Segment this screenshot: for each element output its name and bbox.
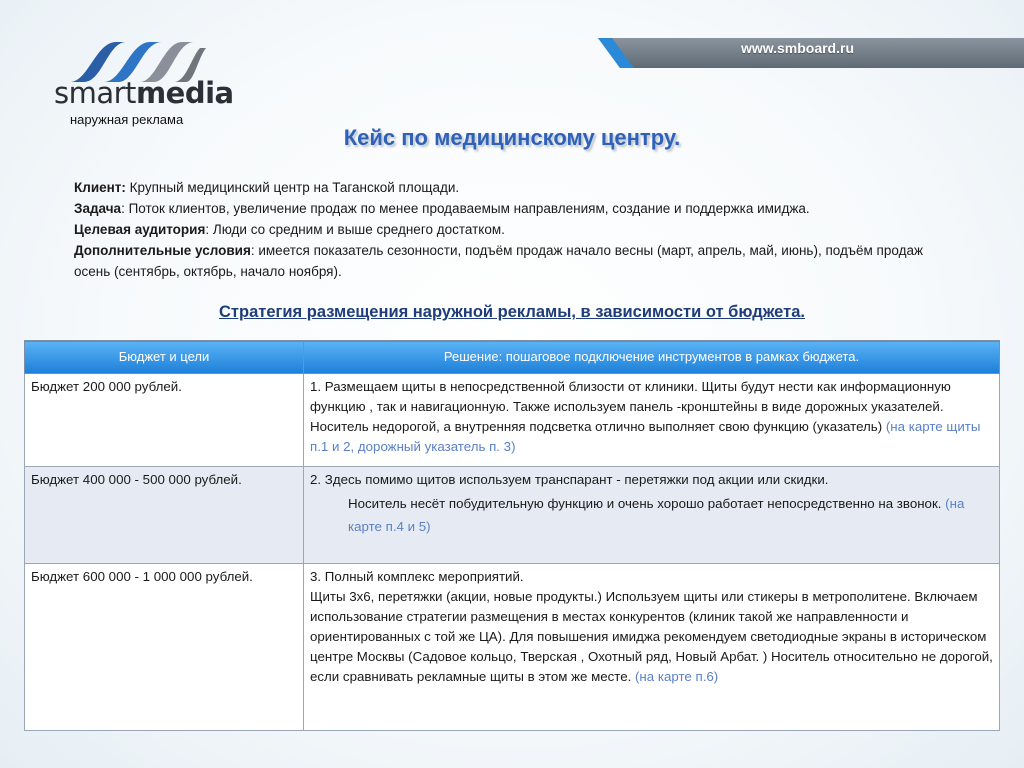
map-reference: (на карте п.4 и 5) xyxy=(348,496,965,534)
audience-label: Целевая аудитория xyxy=(74,222,206,237)
solution-text-cont: Носитель несёт побудительную функцию и очень хорошо работает непосредственно на звонок. xyxy=(348,496,946,511)
client-line xyxy=(74,177,954,198)
column-header-budget: Бюджет и цели xyxy=(25,341,304,374)
table-header-row xyxy=(25,341,1000,374)
brand-media: media xyxy=(135,76,234,110)
solution-cell xyxy=(304,374,1000,467)
table-row xyxy=(25,467,1000,564)
conditions-text: : имеется показатель сезонности, подъём продаж начало весны (март, апрель, май, июнь), подъём продаж осень (сентябрь, октябрь, начало ноября). xyxy=(74,243,923,279)
solution-text: 1. Размещаем щиты в непосредственной близости от клиники. Щиты будут нести как информационную функцию , так и навигационную. Также используем панель -кронштейны в виде дорожных указателей. Носитель недорогой, а внутренняя подсветка отлично выполняет свою функцию (указатель) xyxy=(310,379,951,434)
strategy-subtitle: Стратегия размещения наружной рекламы, в зависимости от бюджета. xyxy=(219,303,805,321)
task-label: Задача xyxy=(74,201,122,216)
solution-text-cont: Щиты 3х6, перетяжки (акции, новые продукты.) Используем щиты или стикеры в метрополитене. Включаем использование стратегии размещения в местах конкурентов (клиник такой же направленности и ориентированных с той же ЦА). Для повышения имиджа рекомендуем светодиодные экраны в историческом центре Москвы (Садовое кольцо, Тверская , Охотный ряд, Новый Арбат. ) Носитель относительно не дорогой, если сравнивать рекламные щиты в этом же месте. xyxy=(310,589,993,684)
budget-cell: Бюджет 600 000 - 1 000 000 рублей. xyxy=(25,564,304,731)
case-info xyxy=(74,177,954,282)
audience-text: : Люди со средним и выше среднего достатком. xyxy=(205,222,505,237)
budget-cell: Бюджет 200 000 рублей. xyxy=(25,374,304,467)
solution-text: 2. Здесь помимо щитов используем транспарант - перетяжки под акции или скидки. xyxy=(310,472,829,487)
table-row xyxy=(25,564,1000,731)
solution-text: 3. Полный комплекс мероприятий. xyxy=(310,569,524,584)
map-reference: (на карте щиты п.1 и 2, дорожный указатель п. 3) xyxy=(310,419,981,454)
client-text: Крупный медицинский центр на Таганской площади. xyxy=(125,180,460,195)
map-reference: (на карте п.6) xyxy=(635,669,719,684)
client-label: Клиент: xyxy=(74,180,126,195)
solution-cell xyxy=(304,467,1000,564)
task-text: : Поток клиентов, увеличение продаж по менее продаваемым направлениям, создание и поддержка имиджа. xyxy=(121,201,810,216)
brand-subtitle: наружная реклама xyxy=(70,112,184,127)
task-line xyxy=(74,198,954,219)
conditions-label: Дополнительные условия xyxy=(74,243,251,258)
page-title: Кейс по медицинскому центру. xyxy=(343,125,681,150)
website-url[interactable]: www.smboard.ru xyxy=(740,40,854,56)
budget-cell: Бюджет 400 000 - 500 000 рублей. xyxy=(25,467,304,564)
table-row xyxy=(25,374,1000,467)
brand-name xyxy=(54,76,234,110)
column-header-solution: Решение: пошаговое подключение инструментов в рамках бюджета. xyxy=(304,341,1000,374)
audience-line xyxy=(74,219,954,240)
budget-table xyxy=(24,340,1000,731)
solution-cell xyxy=(304,564,1000,731)
solution-continuation xyxy=(310,492,993,538)
brand-smart: smart xyxy=(54,76,136,110)
conditions-line xyxy=(74,240,954,282)
